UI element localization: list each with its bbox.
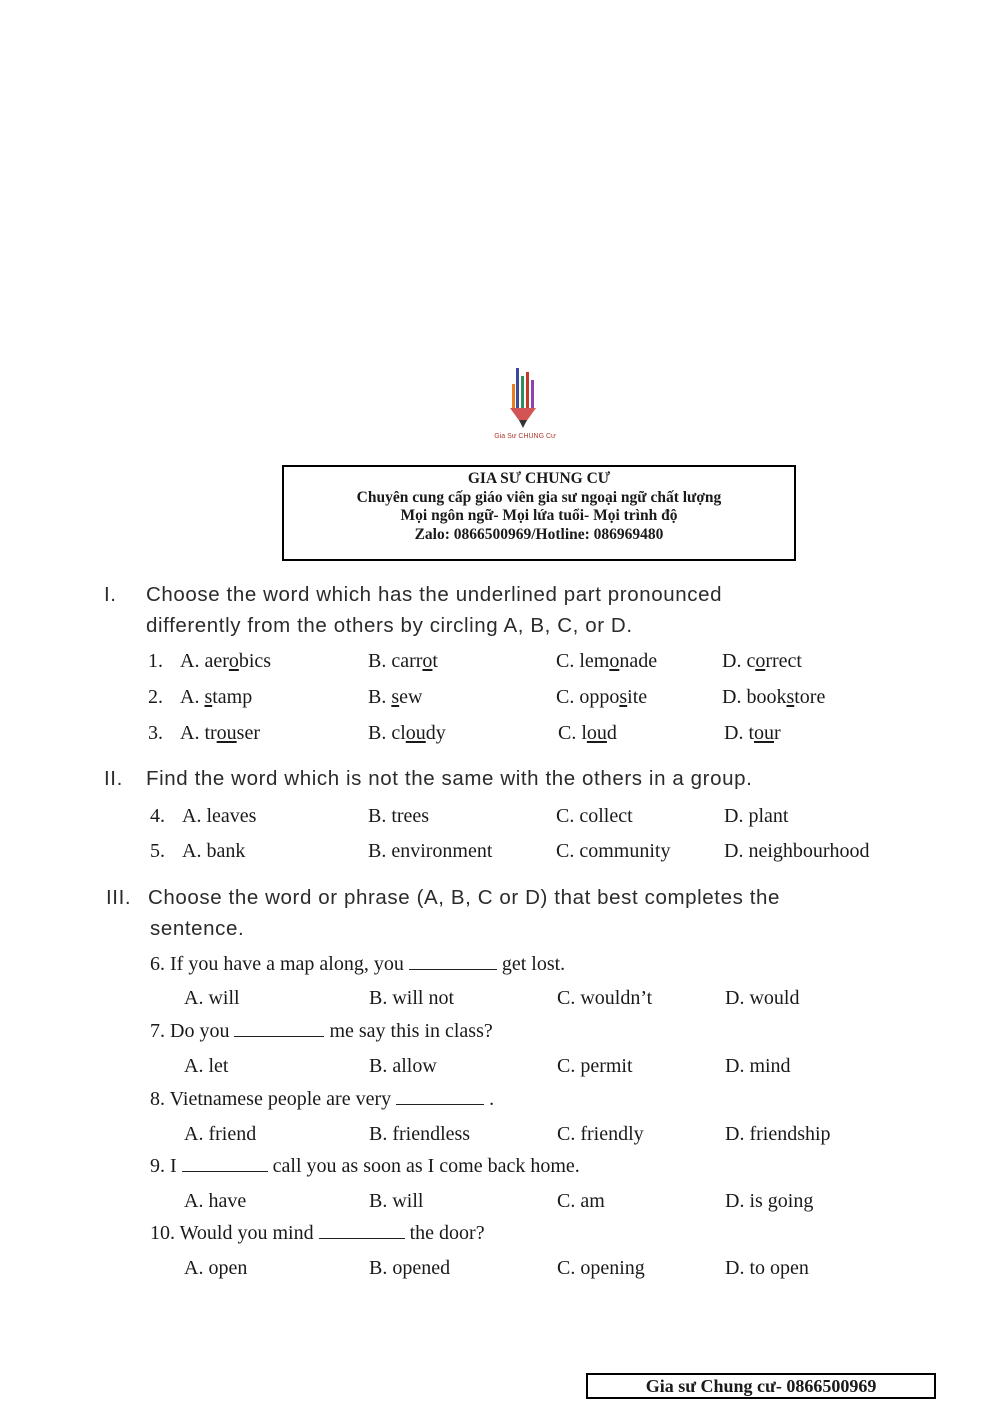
answer-option-d: D. correct: [722, 650, 802, 672]
header-line-3: Zalo: 0866500969/Hotline: 086969480: [414, 525, 664, 543]
question-number: 2.: [148, 686, 163, 708]
answer-option-d: D. bookstore: [722, 686, 826, 708]
answer-option-a: A. bank: [182, 840, 246, 862]
answer-option-d: D. to open: [725, 1257, 809, 1279]
answer-option-d: D. is going: [725, 1190, 814, 1212]
answer-option-a: A. trouser: [180, 722, 260, 744]
answer-option-c: C. am: [557, 1190, 605, 1212]
header-info-box: [282, 465, 796, 561]
answer-option-c: C. opening: [557, 1257, 645, 1279]
question-number: 8.: [150, 1088, 170, 1110]
section-2-title: Find the word which is not the same with the others in a group.: [146, 767, 753, 790]
answer-option-c: C. wouldn’t: [557, 987, 653, 1009]
stem-after-blank: get lost.: [496, 953, 566, 975]
answer-option-c: C. loud: [558, 722, 617, 744]
stem-after-blank: .: [484, 1088, 495, 1110]
answer-option-b: B. allow: [369, 1055, 437, 1077]
answer-option-d: D. would: [725, 987, 800, 1009]
answer-option-a: A. have: [184, 1190, 247, 1212]
answer-option-c: C. community: [556, 840, 671, 862]
answer-option-d: D. neighbourhood: [724, 840, 870, 862]
underlined-part: s: [204, 686, 213, 708]
question-stem: [150, 1088, 494, 1111]
answer-option-b: B. carrot: [368, 650, 438, 672]
question-stem: [150, 953, 565, 976]
section-3-title-line-1: Choose the word or phrase (A, B, C or D) that best completes the: [148, 886, 781, 909]
answer-blank: [396, 1088, 484, 1105]
stem-after-blank: the door?: [404, 1222, 485, 1244]
answer-blank: [409, 953, 497, 970]
question-number: 6.: [150, 953, 170, 975]
underlined-part: ou: [405, 722, 426, 744]
answer-blank: [319, 1222, 405, 1239]
underlined-part: o: [228, 650, 239, 672]
header-line-1: Chuyên cung cấp giáo viên gia sư ngoại ngữ chất lượng: [356, 488, 722, 506]
answer-option-a: A. aerobics: [180, 650, 272, 672]
stem-after-blank: me say this in class?: [324, 1020, 493, 1042]
answer-option-a: A. open: [184, 1257, 248, 1279]
underlined-part: s: [619, 686, 628, 708]
question-number: 3.: [148, 722, 163, 744]
answer-option-b: B. trees: [368, 805, 430, 827]
question-number: 5.: [150, 840, 165, 862]
underlined-part: s: [391, 686, 400, 708]
underlined-part: o: [609, 650, 620, 672]
underlined-part: ou: [754, 722, 774, 744]
underlined-part: o: [422, 650, 433, 672]
underlined-part: ou: [216, 722, 237, 744]
question-number: 7.: [150, 1020, 170, 1042]
stem-after-blank: call you as soon as I come back home.: [267, 1155, 580, 1177]
section-1-heading: [104, 583, 722, 607]
answer-option-a: A. friend: [184, 1123, 257, 1145]
stem-before-blank: Vietnamese people are very: [169, 1088, 397, 1110]
stem-before-blank: Would you mind: [179, 1222, 319, 1244]
answer-option-d: D. friendship: [725, 1123, 831, 1145]
answer-option-a: A. leaves: [182, 805, 257, 827]
stem-before-blank: Do you: [170, 1020, 235, 1042]
section-3-number: III.: [106, 886, 132, 909]
answer-option-d: D. plant: [724, 805, 789, 827]
answer-option-b: B. will not: [369, 987, 455, 1009]
answer-option-b: B. will: [369, 1190, 424, 1212]
answer-option-a: A. let: [184, 1055, 229, 1077]
header-title: GIA SƯ CHUNG CƯ: [467, 470, 611, 487]
answer-option-c: C. opposite: [556, 686, 648, 708]
question-stem: [150, 1155, 580, 1178]
answer-option-b: B. sew: [368, 686, 423, 708]
question-number: 1.: [148, 650, 163, 672]
question-number: 10.: [150, 1222, 180, 1244]
section-1-title-line-2: differently from the others by circling A, B, C, or D.: [146, 614, 633, 637]
section-2-number: II.: [104, 767, 123, 790]
footer-text: Gia sư Chung cư- 0866500969: [645, 1376, 877, 1396]
stem-before-blank: If you have a map along, you: [170, 953, 409, 975]
answer-option-c: C. friendly: [557, 1123, 644, 1145]
answer-option-b: B. environment: [368, 840, 493, 862]
underlined-part: o: [755, 650, 766, 672]
answer-option-b: B. cloudy: [368, 722, 446, 744]
logo-caption: Gia Sư CHUNG Cư: [494, 433, 556, 440]
answer-option-c: C. collect: [556, 805, 633, 827]
answer-option-c: C. lemonade: [556, 650, 658, 672]
answer-blank: [182, 1155, 268, 1172]
section-3-title-line-2: sentence.: [150, 917, 245, 940]
answer-option-c: C. permit: [557, 1055, 633, 1077]
question-stem: [150, 1222, 485, 1245]
answer-option-b: B. opened: [369, 1257, 451, 1279]
question-number: 9.: [150, 1155, 170, 1177]
section-3-heading: [106, 886, 780, 910]
answer-option-b: B. friendless: [369, 1123, 471, 1145]
answer-option-d: D. tour: [724, 722, 781, 744]
underlined-part: s: [786, 686, 795, 708]
header-line-2: Mọi ngôn ngữ- Mọi lứa tuổi- Mọi trình độ: [400, 507, 678, 524]
section-2-heading: [104, 767, 752, 791]
question-stem: [150, 1020, 493, 1043]
section-1-title-line-1: Choose the word which has the underlined part pronounced: [146, 583, 723, 606]
underlined-part: ou: [586, 722, 607, 744]
section-1-number: I.: [104, 583, 117, 606]
question-number: 4.: [150, 805, 165, 827]
answer-option-a: A. will: [184, 987, 240, 1009]
answer-option-a: A. stamp: [180, 686, 253, 708]
footer-box: [586, 1373, 936, 1399]
answer-blank: [234, 1020, 324, 1037]
answer-option-d: D. mind: [725, 1055, 791, 1077]
stem-before-blank: I: [170, 1155, 182, 1177]
